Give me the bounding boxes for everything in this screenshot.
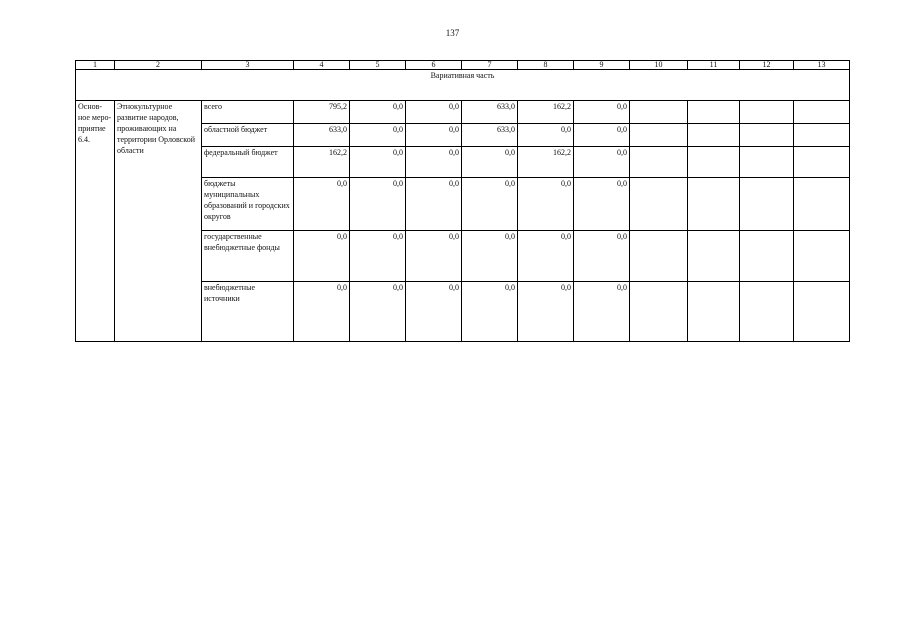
column-header: 1 xyxy=(76,61,115,70)
value-cell: 0,0 xyxy=(462,178,518,231)
value-cell: 0,0 xyxy=(574,178,630,231)
column-header: 2 xyxy=(115,61,202,70)
funding-source: бюджеты муниципальных образований и городских округов xyxy=(202,178,294,231)
value-cell: 0,0 xyxy=(350,178,406,231)
column-header: 4 xyxy=(294,61,350,70)
value-cell: 0,0 xyxy=(574,101,630,124)
funding-source: федеральный бюджет xyxy=(202,147,294,178)
column-header: 12 xyxy=(740,61,794,70)
empty-cell xyxy=(688,231,740,282)
value-cell: 0,0 xyxy=(406,147,462,178)
empty-cell xyxy=(688,124,740,147)
column-header: 6 xyxy=(406,61,462,70)
empty-cell xyxy=(740,282,794,342)
empty-cell xyxy=(630,178,688,231)
value-cell: 0,0 xyxy=(294,231,350,282)
empty-cell xyxy=(740,101,794,124)
value-cell: 633,0 xyxy=(462,101,518,124)
column-header: 8 xyxy=(518,61,574,70)
value-cell: 0,0 xyxy=(406,282,462,342)
value-cell: 633,0 xyxy=(294,124,350,147)
value-cell: 0,0 xyxy=(518,178,574,231)
value-cell: 0,0 xyxy=(518,231,574,282)
budget-table xyxy=(75,60,850,342)
table-row xyxy=(76,101,850,124)
empty-cell xyxy=(630,147,688,178)
value-cell: 0,0 xyxy=(350,124,406,147)
value-cell: 0,0 xyxy=(350,282,406,342)
value-cell: 0,0 xyxy=(294,178,350,231)
column-header: 11 xyxy=(688,61,740,70)
value-cell: 0,0 xyxy=(574,231,630,282)
empty-cell xyxy=(630,124,688,147)
empty-cell xyxy=(630,101,688,124)
column-header: 9 xyxy=(574,61,630,70)
funding-source: всего xyxy=(202,101,294,124)
empty-cell xyxy=(794,101,850,124)
value-cell: 162,2 xyxy=(294,147,350,178)
value-cell: 0,0 xyxy=(462,147,518,178)
column-header: 10 xyxy=(630,61,688,70)
empty-cell xyxy=(630,231,688,282)
value-cell: 0,0 xyxy=(350,101,406,124)
value-cell: 0,0 xyxy=(574,124,630,147)
value-cell: 0,0 xyxy=(518,282,574,342)
value-cell: 633,0 xyxy=(462,124,518,147)
empty-cell xyxy=(688,101,740,124)
funding-source: внебюджетные источники xyxy=(202,282,294,342)
funding-source: областной бюджет xyxy=(202,124,294,147)
value-cell: 0,0 xyxy=(406,101,462,124)
value-cell: 162,2 xyxy=(518,147,574,178)
value-cell: 0,0 xyxy=(462,282,518,342)
empty-cell xyxy=(740,231,794,282)
empty-cell xyxy=(688,282,740,342)
event-code: Основ-ное меро-приятие 6.4. xyxy=(76,101,115,342)
empty-cell xyxy=(630,282,688,342)
value-cell: 0,0 xyxy=(462,231,518,282)
value-cell: 0,0 xyxy=(294,282,350,342)
section-title: Вариативная часть xyxy=(76,70,850,101)
value-cell: 0,0 xyxy=(574,147,630,178)
empty-cell xyxy=(794,178,850,231)
value-cell: 0,0 xyxy=(574,282,630,342)
empty-cell xyxy=(688,178,740,231)
value-cell: 0,0 xyxy=(518,124,574,147)
funding-source: государственные внебюджетные фонды xyxy=(202,231,294,282)
column-numbers-row xyxy=(76,61,850,70)
value-cell: 0,0 xyxy=(406,231,462,282)
empty-cell xyxy=(794,231,850,282)
value-cell: 795,2 xyxy=(294,101,350,124)
empty-cell xyxy=(740,124,794,147)
column-header: 3 xyxy=(202,61,294,70)
page-number: 137 xyxy=(445,28,460,38)
value-cell: 0,0 xyxy=(406,124,462,147)
value-cell: 162,2 xyxy=(518,101,574,124)
empty-cell xyxy=(794,282,850,342)
value-cell: 0,0 xyxy=(406,178,462,231)
empty-cell xyxy=(688,147,740,178)
column-header: 13 xyxy=(794,61,850,70)
empty-cell xyxy=(794,147,850,178)
empty-cell xyxy=(794,124,850,147)
section-row xyxy=(76,70,850,101)
value-cell: 0,0 xyxy=(350,147,406,178)
empty-cell xyxy=(740,178,794,231)
event-name: Этнокультурное развитие народов, проживающих на территории Орловской области xyxy=(115,101,202,342)
value-cell: 0,0 xyxy=(350,231,406,282)
column-header: 5 xyxy=(350,61,406,70)
column-header: 7 xyxy=(462,61,518,70)
empty-cell xyxy=(740,147,794,178)
